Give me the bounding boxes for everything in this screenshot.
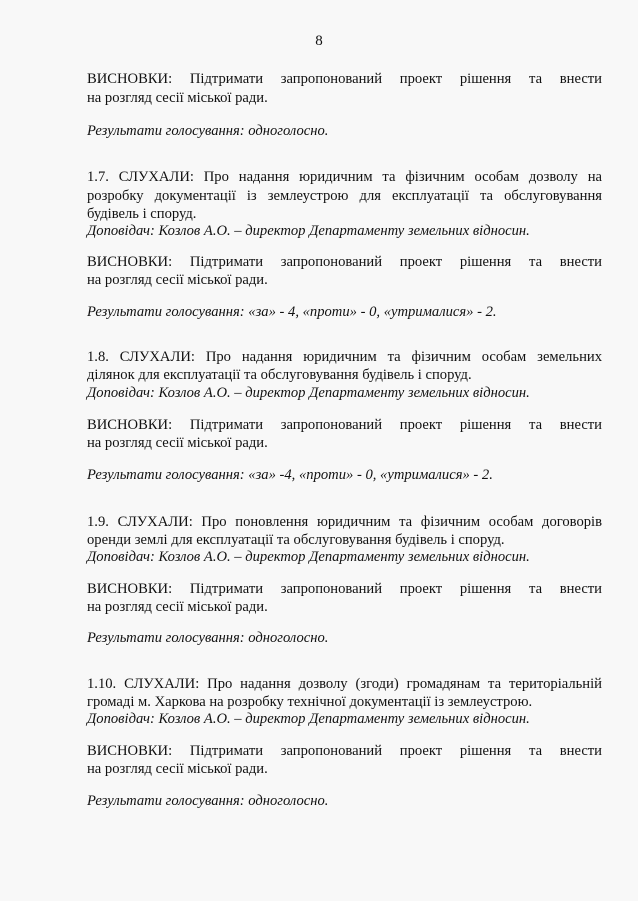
speaker-line: Доповідач: Козлов А.О. – директор Департаменту земельних відносин. — [87, 711, 530, 727]
vote-result: Результати голосування: «за» - 4, «проти» - 0, «утрималися» - 2. — [87, 304, 497, 320]
heard-line: 1.7. СЛУХАЛИ: Про надання юридичним та фізичним особам дозволу на — [87, 169, 602, 185]
heard-line: громаді м. Харкова на розробку технічної документації із землеустрою. — [87, 694, 533, 710]
vote-result: Результати голосування: одноголосно. — [87, 123, 329, 139]
conclusion-line: ВИСНОВКИ: Підтримати запропонований проект рішення та внести — [87, 254, 602, 270]
conclusion-line: на розгляд сесії міської ради. — [87, 435, 268, 451]
conclusion-line: ВИСНОВКИ: Підтримати запропонований проект рішення та внести — [87, 417, 602, 433]
heard-line: оренди землі для експлуатації та обслуговування будівель і споруд. — [87, 532, 505, 548]
page-number: 8 — [315, 33, 323, 49]
heard-line: 1.8. СЛУХАЛИ: Про надання юридичним та фізичним особам земельних — [87, 349, 602, 365]
conclusion-line: на розгляд сесії міської ради. — [87, 90, 268, 106]
conclusion-line: на розгляд сесії міської ради. — [87, 761, 268, 777]
heard-line: будівель і споруд. — [87, 206, 197, 222]
vote-result: Результати голосування: «за» -4, «проти» - 0, «утрималися» - 2. — [87, 467, 493, 483]
heard-line: 1.10. СЛУХАЛИ: Про надання дозволу (згоди) громадянам та територіальній — [87, 676, 602, 692]
conclusion-line: на розгляд сесії міської ради. — [87, 272, 268, 288]
conclusion-line: ВИСНОВКИ: Підтримати запропонований проект рішення та внести — [87, 71, 602, 87]
vote-result: Результати голосування: одноголосно. — [87, 630, 329, 646]
heard-line: розробку документації із землеустрою для експлуатації та обслуговування — [87, 188, 602, 204]
vote-result: Результати голосування: одноголосно. — [87, 793, 329, 809]
conclusion-line: ВИСНОВКИ: Підтримати запропонований проект рішення та внести — [87, 743, 602, 759]
speaker-line: Доповідач: Козлов А.О. – директор Департаменту земельних відносин. — [87, 223, 530, 239]
conclusion-line: на розгляд сесії міської ради. — [87, 599, 268, 615]
speaker-line: Доповідач: Козлов А.О. – директор Департаменту земельних відносин. — [87, 385, 530, 401]
heard-line: ділянок для експлуатації та обслуговування будівель і споруд. — [87, 367, 472, 383]
speaker-line: Доповідач: Козлов А.О. – директор Департаменту земельних відносин. — [87, 549, 530, 565]
conclusion-line: ВИСНОВКИ: Підтримати запропонований проект рішення та внести — [87, 581, 602, 597]
heard-line: 1.9. СЛУХАЛИ: Про поновлення юридичним та фізичним особам договорів — [87, 514, 602, 530]
